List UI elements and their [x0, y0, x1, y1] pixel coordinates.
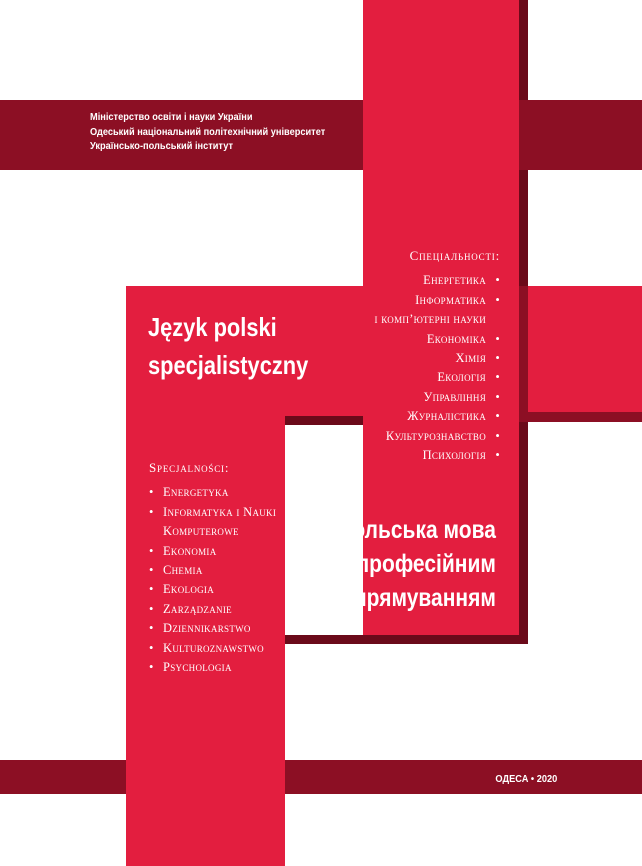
middle-band-right-fill	[528, 286, 642, 412]
bullet-icon: •	[149, 621, 154, 636]
list-item: Журналістика •	[375, 407, 501, 426]
bullet-icon: •	[495, 331, 500, 346]
horizontal-connector-shadow	[285, 416, 363, 425]
list-item: Економіка •	[375, 330, 501, 349]
bullet-icon: •	[149, 660, 154, 675]
title-ukrainian	[329, 513, 496, 615]
bullet-icon: •	[495, 448, 500, 463]
list-item: Психологія •	[375, 446, 501, 465]
title-ukrainian-line2: за професійним	[328, 550, 496, 578]
list-item: • Psychologia	[149, 658, 276, 677]
specialties-pl-list	[149, 458, 276, 677]
bullet-icon: •	[149, 485, 154, 500]
institution-university: Одеський національний політехнічний університет	[90, 125, 326, 138]
bullet-icon: •	[495, 273, 500, 288]
list-item: • Energetyka	[149, 483, 276, 502]
title-ukrainian-line1: Польська мова	[337, 516, 496, 544]
list-item-continuation: і комп’ютерні науки	[374, 312, 486, 327]
list-item: • Dziennikarstwo	[149, 619, 276, 638]
list-item: • Kulturoznawstwo	[149, 639, 276, 658]
bullet-icon: •	[149, 601, 154, 616]
list-item: Управління •	[375, 388, 501, 407]
bullet-icon: •	[495, 409, 500, 424]
list-item: Енергетика •	[375, 271, 501, 290]
bullet-icon: •	[495, 351, 500, 366]
title-ukrainian-line3: спрямуванням	[342, 584, 496, 612]
vertical-bar-right-bottom-shadow	[285, 635, 528, 644]
title-polish-line2: specjalistyczny	[148, 350, 309, 380]
bottom-band-cross	[126, 760, 285, 794]
bullet-icon: •	[495, 370, 500, 385]
list-item: Культурознавство •	[375, 427, 501, 446]
institution-block	[90, 110, 325, 154]
list-item: • Ekologia	[149, 580, 276, 599]
specialties-pl-header: Specjalności:	[149, 460, 230, 475]
bullet-icon: •	[149, 640, 154, 655]
list-item: Хімія •	[375, 349, 501, 368]
list-item: • Ekonomia	[149, 542, 276, 561]
bullet-icon: •	[495, 428, 500, 443]
list-item: • Chemia	[149, 561, 276, 580]
list-item-continuation: Komputerowe	[163, 524, 239, 539]
bullet-icon: •	[495, 292, 500, 307]
bullet-icon: •	[149, 563, 154, 578]
list-item: Інформатика •	[375, 291, 501, 310]
title-polish	[148, 308, 308, 384]
specialties-ua-list	[375, 246, 501, 465]
list-item: • Zarządzanie	[149, 600, 276, 619]
bullet-icon: •	[149, 582, 154, 597]
institution-institute: Українсько-польський інститут	[90, 140, 233, 152]
top-band-cross	[363, 100, 519, 170]
list-item: Екологія •	[375, 368, 501, 387]
institution-ministry: Міністерство освіти і науки України	[90, 111, 253, 123]
bullet-icon: •	[495, 389, 500, 404]
city-year-footer: ОДЕСА • 2020	[495, 773, 557, 785]
list-item: • Informatyka i Nauki	[149, 503, 276, 522]
bullet-icon: •	[149, 543, 154, 558]
title-polish-line1: Język polski	[148, 312, 277, 342]
specialties-ua-header: Спеціальності:	[409, 248, 500, 263]
bullet-icon: •	[149, 504, 154, 519]
